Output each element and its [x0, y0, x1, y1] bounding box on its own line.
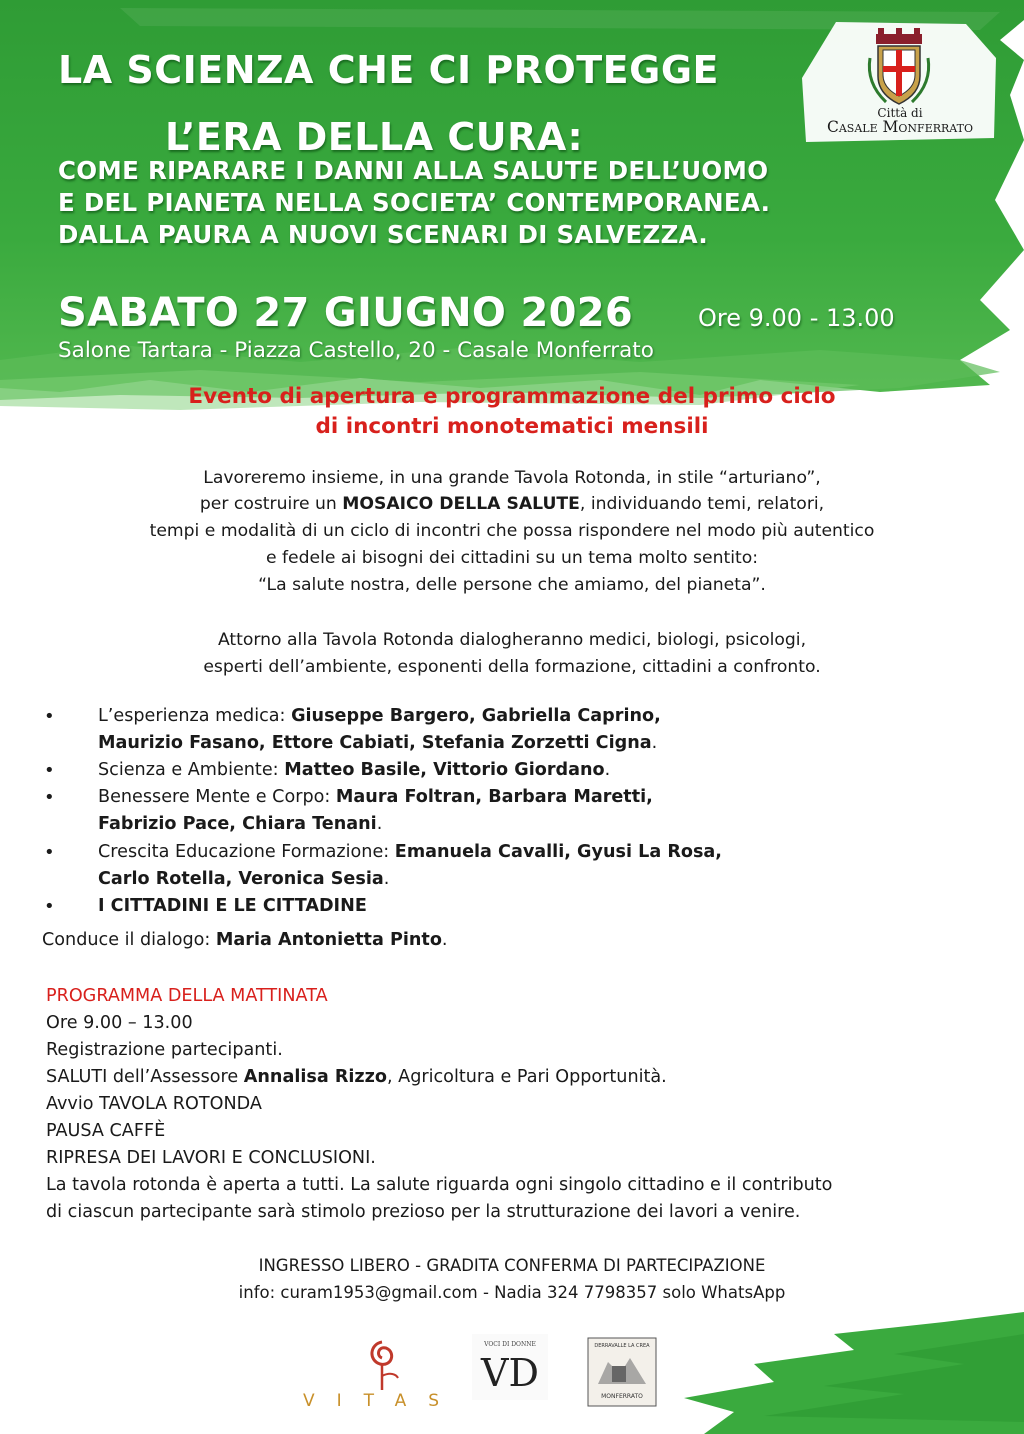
stamp-top-text: DERRAVALLE LA CREA	[594, 1343, 650, 1349]
speakers-growth-cont: Carlo Rotella, Veronica Sesia.	[98, 869, 390, 889]
bullet: •	[44, 760, 55, 781]
derravalle-stamp-logo	[586, 1336, 658, 1408]
program-registration: Registrazione partecipanti.	[46, 1040, 283, 1060]
green-brush-bottom	[664, 1294, 1024, 1434]
speakers-citizens: I CITTADINI E LE CITTADINE	[98, 896, 367, 916]
round-table-line-1: Attorno alla Tavola Rotonda dialogheranno medici, biologi, psicologi,	[217, 630, 807, 650]
program-round-table: Avvio TAVOLA ROTONDA	[46, 1094, 262, 1114]
stamp-bottom-text: MONFERRATO	[601, 1393, 643, 1400]
program-resume: RIPRESA DEI LAVORI E CONCLUSIONI.	[46, 1148, 376, 1168]
speakers-growth: Crescita Educazione Formazione: Emanuela Cavalli, Gyusi La Rosa,	[98, 842, 722, 862]
voci-di-donne-logo	[472, 1334, 548, 1400]
event-title: LA SCIENZA CHE CI PROTEGGE	[58, 48, 719, 92]
program-note-1: La tavola rotonda è aperta a tutti. La salute riguarda ogni singolo cittadino e il contributo	[46, 1175, 833, 1195]
free-entry: INGRESSO LIBERO - GRADITA CONFERMA DI PARTECIPAZIONE	[258, 1256, 766, 1275]
bullet: •	[44, 842, 55, 863]
vd-letters: VD	[481, 1351, 539, 1395]
city-name: Casale Monferrato	[827, 118, 973, 136]
intro-line-2: per costruire un MOSAICO DELLA SALUTE, individuando temi, relatori,	[199, 494, 825, 514]
event-venue: Salone Tartara - Piazza Castello, 20 - Casale Monferrato	[58, 338, 654, 363]
round-table-line-2: esperti dell’ambiente, esponenti della formazione, cittadini a confronto.	[203, 657, 821, 677]
mosaic-highlight: MOSAICO DELLA SALUTE	[342, 494, 580, 514]
program-greetings: SALUTI dell’Assessore Annalisa Rizzo, Agricoltura e Pari Opportunità.	[46, 1067, 667, 1087]
intro-line-3: tempi e modalità di un ciclo di incontri che possa rispondere nel modo più autentico	[149, 521, 875, 541]
contact-info: info: curam1953@gmail.com - Nadia 324 7798357 solo WhatsApp	[238, 1283, 786, 1302]
event-date: SABATO 27 GIUGNO 2026	[58, 290, 633, 336]
vitas-logo-text: VITAS	[302, 1391, 462, 1411]
intro-line-4: e fedele ai bisogni dei cittadini su un tema molto sentito:	[265, 548, 759, 568]
intro-quote: “La salute nostra, delle persone che amiamo, del pianeta”.	[258, 575, 766, 595]
opening-event-line-1: Evento di apertura e programmazione del primo ciclo	[188, 384, 836, 409]
tagline-line-2: E DEL PIANETA NELLA SOCIETA’ CONTEMPORANEA.	[58, 188, 771, 217]
city-label-small: Città di	[877, 106, 923, 120]
vitas-logo	[302, 1334, 462, 1414]
bullet: •	[44, 787, 55, 808]
event-hours: Ore 9.00 - 13.00	[698, 304, 895, 332]
speakers-medical-cont: Maurizio Fasano, Ettore Cabiati, Stefania Zorzetti Cigna.	[98, 733, 658, 753]
vd-small-text: VOCI DI DONNE	[484, 1341, 536, 1348]
speakers-medical: L’esperienza medica: Giuseppe Bargero, Gabriella Caprino,	[98, 706, 661, 726]
program-hours: Ore 9.00 – 13.00	[46, 1013, 193, 1033]
bullet: •	[44, 706, 55, 727]
program-coffee-break: PAUSA CAFFÈ	[46, 1121, 166, 1141]
event-subtitle: L’ERA DELLA CURA:	[165, 115, 584, 159]
moderator: Conduce il dialogo: Maria Antonietta Pinto.	[42, 930, 448, 950]
speakers-science: Scienza e Ambiente: Matteo Basile, Vittorio Giordano.	[98, 760, 611, 780]
program-note-2: di ciascun partecipante sarà stimolo prezioso per la strutturazione dei lavori a venire.	[46, 1202, 801, 1222]
program-title: PROGRAMMA DELLA MATTINATA	[46, 986, 328, 1006]
tagline-line-1: COME RIPARARE I DANNI ALLA SALUTE DELL’UOMO	[58, 156, 769, 185]
coat-of-arms-icon	[866, 28, 932, 108]
intro-line-1: Lavoreremo insieme, in una grande Tavola Rotonda, in stile “arturiano”,	[203, 468, 821, 488]
tagline-line-3: DALLA PAURA A NUOVI SCENARI DI SALVEZZA.	[58, 220, 708, 249]
speakers-wellness-cont: Fabrizio Pace, Chiara Tenani.	[98, 814, 383, 834]
bullet: •	[44, 896, 55, 917]
speakers-wellness: Benessere Mente e Corpo: Maura Foltran, Barbara Maretti,	[98, 787, 653, 807]
opening-event-line-2: di incontri monotematici mensili	[315, 414, 709, 439]
